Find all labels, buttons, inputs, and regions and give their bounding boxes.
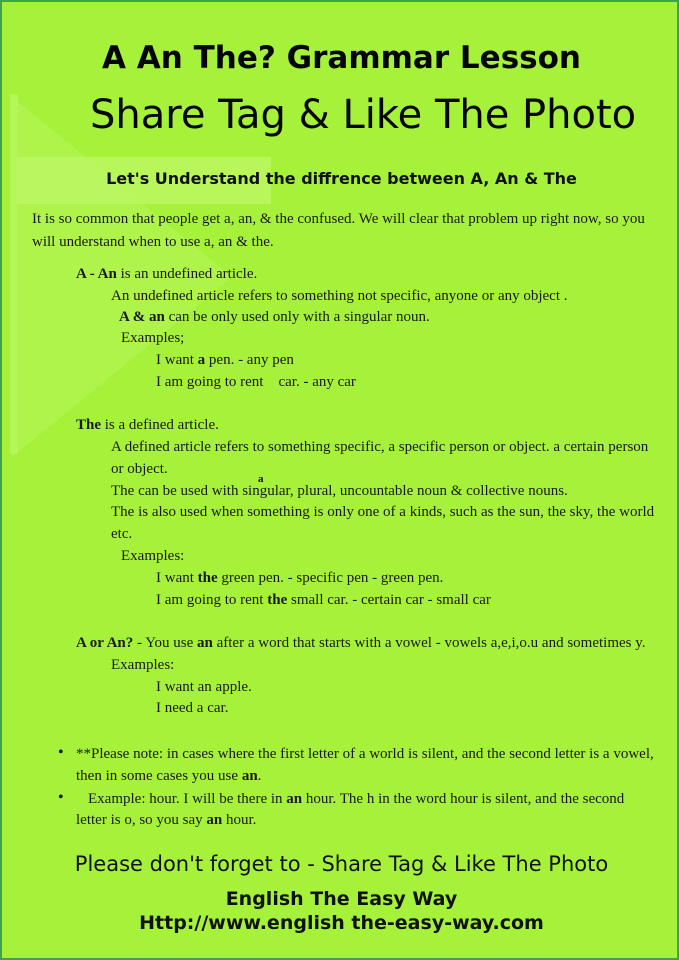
bullet-icon: • <box>58 744 64 761</box>
intro-line-2: will understand when to use a, an & the. <box>32 234 274 250</box>
a-an-definition: An undefined article refers to something not specific, anyone or any object . <box>111 288 568 304</box>
note-article: an <box>286 791 303 807</box>
intro-line-1: It is so common that people get a, an, & the confused. We will clear that problem up right now, so you <box>32 211 645 227</box>
note-text: letter is o, so you say <box>76 812 207 828</box>
bullet-icon: • <box>58 789 64 806</box>
example-text: I want <box>156 570 198 586</box>
a-or-an-examples-label: Examples: <box>111 657 175 673</box>
share-reminder: Please don't forget to - Share Tag & Like The Photo <box>74 852 609 876</box>
the-usage-3: etc. <box>111 526 133 542</box>
a-an-example-2: I am going to rent car. - any car <box>156 374 356 390</box>
website-link[interactable]: Http://www.english the-easy-way.com <box>139 912 544 934</box>
a-an-usage-term: A & an <box>119 309 165 325</box>
note-text: then in some cases you use <box>76 768 242 784</box>
a-or-an-text: after a word that starts with a vowel - vowels a,e,i,o.u and sometimes y. <box>212 635 646 651</box>
the-example-1 <box>156 568 443 589</box>
note-article: an <box>241 768 258 784</box>
share-banner: Share Tag & Like The Photo <box>90 92 637 138</box>
note-article: an <box>206 812 223 828</box>
a-an-heading <box>76 264 257 285</box>
a-or-an-example-2: I need a car. <box>156 700 229 716</box>
a-an-usage-text: can be only used only with a singular noun. <box>164 309 430 325</box>
example-text: I want <box>156 352 198 368</box>
a-an-usage <box>119 307 430 328</box>
the-heading <box>76 415 219 436</box>
the-definition-2: or object. <box>111 461 168 477</box>
a-an-example-1 <box>156 350 294 371</box>
the-heading-text: is a defined article. <box>101 417 219 433</box>
note-text: hour. <box>222 812 257 828</box>
a-or-an-example-1: I want an apple. <box>156 679 252 695</box>
the-usage-1: The can be used with singular, plural, uncountable noun & collective nouns. <box>111 483 568 499</box>
example-article: the <box>197 570 218 586</box>
the-example-2 <box>156 590 491 611</box>
note-2-line-1 <box>88 789 624 810</box>
note-2-line-2 <box>76 810 256 831</box>
brand-name: English The Easy Way <box>225 888 458 910</box>
decorative-bar <box>10 94 18 454</box>
note-1-line-2 <box>76 766 261 787</box>
note-text: Example: hour. I will be there in <box>88 791 287 807</box>
a-an-examples-label: Examples; <box>121 330 185 346</box>
a-or-an-article: an <box>197 635 213 651</box>
note-1-line-1: **Please note: in cases where the first letter of a world is silent, and the second letter is a vowel, <box>76 746 654 762</box>
stray-letter: a <box>258 473 264 485</box>
example-text: small car. - certain car - small car <box>287 592 491 608</box>
example-text: pen. - any pen <box>205 352 294 368</box>
the-usage-2: The is also used when something is only one of a kinds, such as the sun, the sky, the world <box>111 504 655 520</box>
the-definition-1: A defined article refers to something specific, a specific person or object. a certain person <box>111 439 649 455</box>
note-text: . <box>257 768 262 784</box>
the-examples-label: Examples: <box>121 548 185 564</box>
a-an-term: A - An <box>76 266 117 282</box>
a-or-an-term: A or An? <box>76 635 134 651</box>
page-title: A An The? Grammar Lesson <box>102 40 581 76</box>
a-an-heading-text: is an undefined article. <box>116 266 258 282</box>
a-or-an-text: - You use <box>133 635 198 651</box>
the-term: The <box>76 417 102 433</box>
subheading: Let's Understand the diffrence between A, An & The <box>106 169 577 188</box>
example-article: a <box>197 352 206 368</box>
example-text: I am going to rent <box>156 592 268 608</box>
a-or-an-heading <box>76 633 646 654</box>
note-text: hour. The h in the word hour is silent, and the second <box>302 791 625 807</box>
example-text: green pen. - specific pen - green pen. <box>217 570 444 586</box>
example-article: the <box>267 592 288 608</box>
